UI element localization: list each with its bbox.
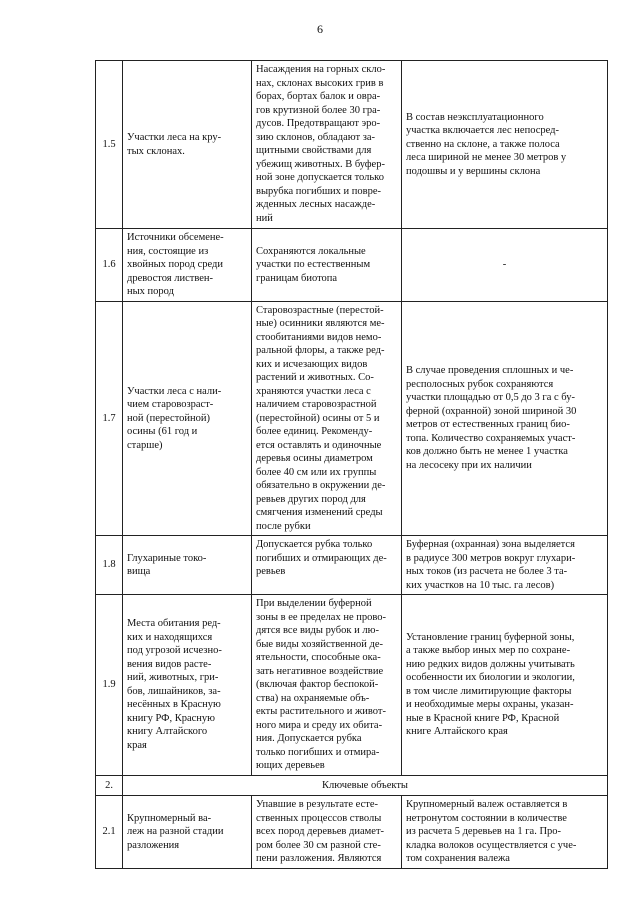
row-number: 1.6 [96,229,123,302]
notes-cell: Крупномерный валеж оставляется в нетронутом состоянии в количестве из расчета 5 деревьев на 1 га. Про- кладка волоков осуществляется с уче- том сохранения валежа [402,796,608,869]
table-row [96,61,608,229]
object-cell: Места обитания ред- ких и находящихся под угрозой исчезно- вения видов расте- ний, животных, гри- бов, лишайников, за- несённых в Красную книгу РФ, Красную книгу Алтайского края [123,595,252,776]
object-cell: Крупномерный ва- леж на разной стадии разложения [123,796,252,869]
table-row [96,301,608,536]
measures-cell: Старовозрастные (перестой- ные) осинники являются ме- стообитаниями видов немо- ральной флоры, а также ред- ких и исчезающих видов растений и животных. Со- храняются участки леса с наличием старовозрастной (перестойной) осины от 5 и более единиц. Рекоменду- ется оставлять и одиночные деревья осины диаметром более 40 см или их группы обязательно в окружении де- ревьев других пород для смягчения изменений среды после рубки [252,301,402,536]
notes-cell: Буферная (охранная) зона выделяется в радиусе 300 метров вокруг глухари- ных токов (из расчета не более 3 та- ких участков на 10 тыс. га лесов) [402,536,608,595]
measures-cell: Насаждения на горных скло- нах, склонах высоких грив в борах, бортах балок и овра- гов крутизной более 30 гра- дусов. Предотвращают эро- зию склонов, обладают за- щитными свойствами для убежищ животных. В буфер- ной зоне допускается только вырубка погибших и повре- жденных лесных насажде- ний [252,61,402,229]
notes-cell: В случае проведения сплошных и че- респолосных рубок сохраняются участки площадью от 0,5 до 3 га с бу- ферной (охранной) зоной шириной 30 метров от естественных границ био- топа. Количество сохраняемых участ- ков должно быть не менее 1 участка на лесосеку при их наличии [402,301,608,536]
row-number: 1.8 [96,536,123,595]
measures-cell: Сохраняются локальные участки по естественным границам биотопа [252,229,402,302]
measures-cell: При выделении буферной зоны в ее пределах не прово- дятся все виды рубок и лю- бые виды хозяйственной де- ятельности, способные ока- зать негативное воздействие (включая фактор беспокой- ства) на охраняемые объ- екты растительного и живот- ного мира и среду их обита- ния. Допускается рубка только погибших и отмира- ющих деревьев [252,595,402,776]
section-number: 2. [96,775,123,796]
forest-measures-table [95,60,608,869]
row-number: 1.9 [96,595,123,776]
table-row [96,796,608,869]
page-number: 6 [317,22,323,36]
object-cell: Глухариные токо- вища [123,536,252,595]
table-row [96,229,608,302]
table-row [96,536,608,595]
measures-cell: Допускается рубка только погибших и отмирающих де- ревьев [252,536,402,595]
object-cell: Участки леса на кру- тых склонах. [123,61,252,229]
notes-cell: Установление границ буферной зоны, а также выбор иных мер по сохране- нию редких видов должны учитывать особенности их биологии и экологии, в том числе лимитирующие факторы и необходимые меры охраны, указан- ные в Красной книге РФ, Красной книге Алтайского края [402,595,608,776]
measures-cell: Упавшие в результате есте- ственных процессов стволы всех пород деревьев диамет- ром более 30 см разной сте- пени разложения. Являются [252,796,402,869]
row-number: 1.7 [96,301,123,536]
object-cell: Источники обсемене- ния, состоящие из хвойных пород среди древостоя листвен- ных пород [123,229,252,302]
notes-cell: - [402,229,608,302]
notes-cell: В состав неэксплуатационного участка включается лес непосред- ственно на склоне, а также полоса леса шириной не менее 30 метров у подошвы и у вершины склона [402,61,608,229]
section-title: Ключевые объекты [123,775,608,796]
section-header-row [96,775,608,796]
table-row [96,595,608,776]
object-cell: Участки леса с нали- чием старовозраст- ной (перестойной) осины (61 год и старше) [123,301,252,536]
row-number: 1.5 [96,61,123,229]
row-number: 2.1 [96,796,123,869]
